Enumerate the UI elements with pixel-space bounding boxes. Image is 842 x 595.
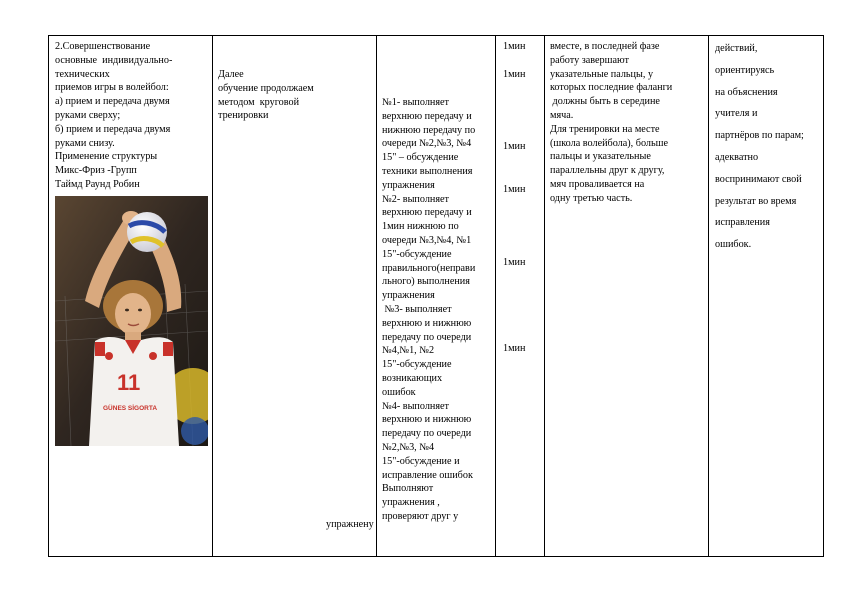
text-line: очереди №3,№4, №1 — [382, 234, 472, 246]
column-divider-4 — [544, 35, 545, 557]
expected-results — [715, 38, 804, 256]
text-line: руками сверху; — [55, 109, 121, 121]
time-3: 1мин — [503, 141, 526, 152]
text-line: №4,№1, №2 — [382, 345, 435, 357]
text-line: тренировки — [218, 110, 269, 122]
text-line: работу завершают — [550, 54, 629, 66]
overflow-text-fragment: упражнену — [326, 519, 374, 530]
text-line: возникающих — [382, 372, 443, 384]
text-line: ошибок — [382, 386, 416, 398]
text-line: №3- выполняет — [382, 303, 452, 315]
text-line: технических — [55, 68, 110, 80]
jersey-sponsor: GÜNES SİGORTA — [103, 405, 158, 412]
text-line: упражнения , — [382, 497, 440, 509]
text-line: техники выполнения — [382, 165, 473, 177]
text-line: результат во время — [715, 195, 797, 207]
text-line: одну третью часть. — [550, 192, 633, 204]
text-line: руками снизу. — [55, 137, 115, 149]
text-line: вместе, в последней фазе — [550, 41, 660, 52]
text-line: правильного(неправи — [382, 262, 476, 274]
text-line: 15" – обсуждение — [382, 152, 459, 164]
text-line: проверяют друг у — [382, 510, 459, 522]
text-line: верхнюю передачу и — [382, 207, 472, 219]
text-line: действий, — [715, 43, 758, 54]
text-line: верхнюю и нижнюю — [382, 317, 472, 329]
text-line: Для тренировки на месте — [550, 123, 660, 135]
volleyball-player-illustration — [55, 196, 208, 446]
text-line: очереди №2,№3, №4 — [382, 138, 472, 150]
text-line: адекватно — [715, 151, 759, 163]
time-1: 1мин — [503, 41, 526, 52]
stage-description — [55, 40, 172, 192]
text-line: верхнюю передачу и — [382, 110, 472, 122]
text-line: льного) выполнения — [382, 276, 470, 288]
text-line: Выполняют — [382, 483, 434, 495]
text-line: мяч проваливается на — [550, 178, 645, 190]
text-line: №2- выполняет — [382, 193, 450, 205]
column-divider-3 — [495, 35, 496, 557]
column-divider-5 — [708, 35, 709, 557]
text-line: исправления — [715, 217, 770, 229]
table-right-border — [823, 35, 824, 557]
text-line: нижнюю передачу по — [382, 124, 476, 136]
text-line: передачу по очереди — [382, 428, 472, 440]
time-4: 1мин — [503, 184, 526, 195]
text-line: №4- выполняет — [382, 400, 450, 412]
table-left-border — [48, 35, 49, 557]
text-line: упражнения — [382, 290, 435, 302]
text-line: ошибок. — [715, 239, 752, 251]
text-line: которых последние фаланги — [550, 82, 673, 94]
text-line: №2,№3, №4 — [382, 441, 435, 453]
text-line: 2.Совершенствование — [55, 41, 151, 52]
text-line: передачу по очереди — [382, 331, 472, 343]
text-line: обучение продолжаем — [218, 82, 314, 94]
text-line: Таймд Раунд Робин — [55, 178, 140, 190]
exercise-sequence — [382, 96, 475, 524]
text-line: 15"-обсуждение — [382, 248, 452, 260]
text-line: на объяснения — [715, 86, 778, 98]
time-6: 1мин — [503, 343, 526, 354]
text-line: б) прием и передача двумя — [55, 123, 171, 135]
technique-notes — [550, 40, 672, 206]
text-line: 15"-обсуждение — [382, 359, 452, 371]
column-divider-1 — [212, 35, 213, 557]
text-line: исправление ошибок — [382, 469, 473, 481]
text-line: учителя и — [715, 108, 758, 120]
time-5: 1мин — [503, 257, 526, 268]
text-line: указательные пальцы, у — [550, 68, 654, 80]
text-line: ориентируясь — [715, 64, 775, 76]
jersey-number: 11 — [117, 370, 141, 395]
text-line: Применение структуры — [55, 151, 158, 163]
text-line: партнёров по парам; — [715, 130, 804, 142]
column-divider-2 — [376, 35, 377, 557]
text-line: а) прием и передача двумя — [55, 96, 170, 108]
text-line: Микс-Фриз -Групп — [55, 165, 137, 177]
text-line: верхнюю и нижнюю — [382, 414, 472, 426]
text-line: 15"-обсуждение и — [382, 455, 460, 467]
text-line: приемов игры в волейбол: — [55, 82, 169, 94]
text-line: упражнения — [382, 179, 435, 191]
text-line: (школа волейбола), больше — [550, 137, 669, 149]
text-line: 1мин нижнюю по — [382, 221, 459, 233]
text-line: методом круговой — [218, 96, 300, 108]
text-line: №1- выполняет — [382, 97, 450, 108]
method-description — [218, 68, 314, 123]
text-line: пальцы и указательные — [550, 151, 651, 163]
text-line: параллельны друг к другу, — [550, 165, 665, 177]
text-line: основные индивидуально- — [55, 54, 173, 66]
text-line: воспринимают свой — [715, 173, 802, 185]
text-line: мяча. — [550, 109, 574, 121]
text-line: Далее — [218, 69, 244, 80]
volleyball-player-photo — [55, 196, 208, 446]
text-line: должны быть в середине — [550, 96, 660, 108]
time-2: 1мин — [503, 69, 526, 80]
